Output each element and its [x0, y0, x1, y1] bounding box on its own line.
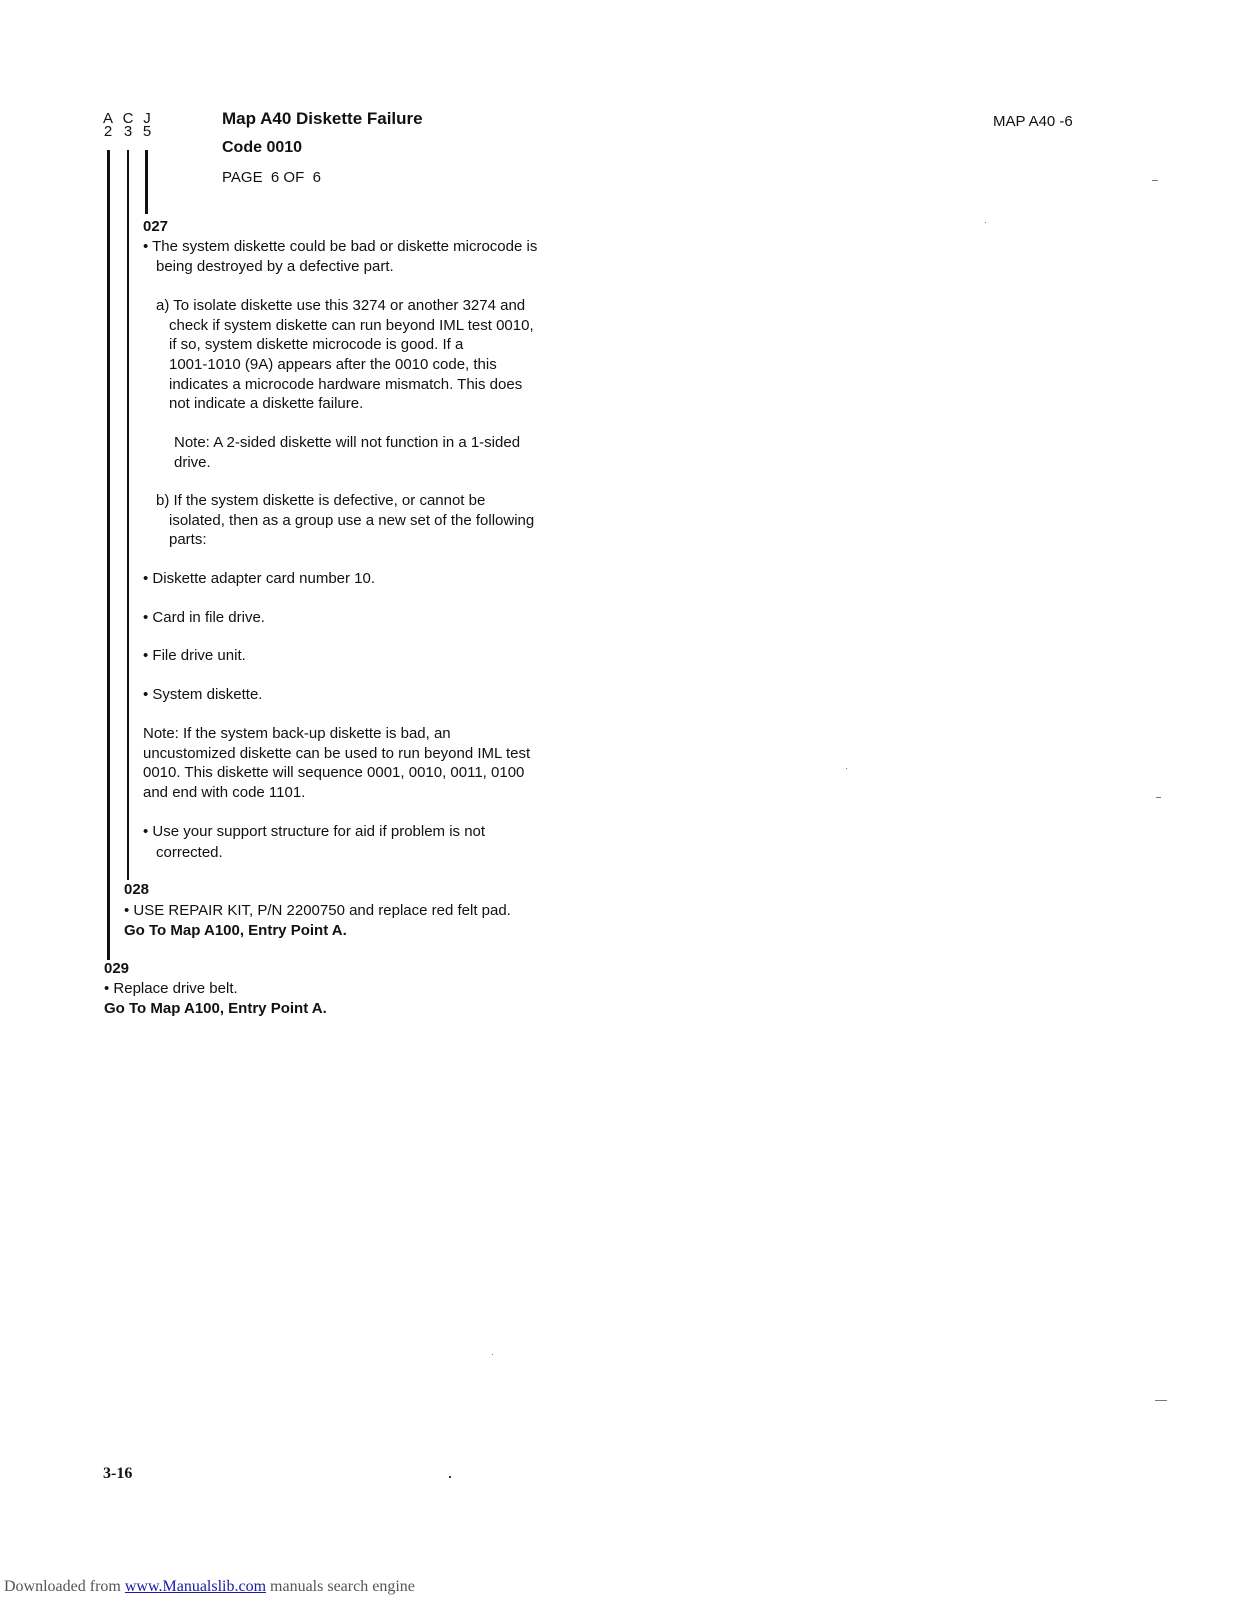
footer-prefix: Downloaded from: [4, 1578, 125, 1595]
scan-speck: [985, 222, 986, 223]
flow-line-c: [127, 150, 129, 880]
support-line-1: • Use your support structure for aid if problem is not: [143, 823, 486, 840]
step-029-number: 029: [104, 960, 130, 977]
note-backup-line-3: 0010. This diskette will sequence 0001, 0010, 0011, 0100: [143, 764, 525, 781]
failure-code: Code 0010: [222, 139, 303, 156]
part-list-item: • Diskette adapter card number 10.: [143, 570, 376, 587]
step-029-action: • Replace drive belt.: [104, 980, 238, 997]
step-027-item-b-line-1: b) If the system diskette is defective, or cannot be: [156, 492, 486, 509]
scan-speck: [1155, 1400, 1167, 1401]
footer-suffix: manuals search engine: [266, 1578, 415, 1595]
note-two-sided-line-2: drive.: [174, 454, 211, 471]
page-indicator: PAGE 6 OF 6: [222, 169, 321, 186]
step-028-goto: Go To Map A100, Entry Point A.: [124, 922, 347, 939]
step-027-bullet-line-1: • The system diskette could be bad or diskette microcode is: [143, 238, 538, 255]
scan-speck: [492, 1354, 493, 1355]
flow-line-a: [107, 150, 110, 960]
part-list-item: • System diskette.: [143, 686, 263, 703]
map-reference: MAP A40 -6: [993, 113, 1073, 130]
support-line-2: corrected.: [156, 844, 223, 861]
step-028-number: 028: [124, 881, 150, 898]
scan-speck: [846, 768, 847, 769]
part-list-item: • Card in file drive.: [143, 609, 265, 626]
step-027-item-b-line-3: parts:: [169, 531, 207, 548]
step-027-item-a-line-2: check if system diskette can run beyond IML test 0010,: [169, 317, 534, 334]
manualslib-link[interactable]: www.Manualslib.com: [124, 1578, 267, 1595]
download-footer: [4, 1578, 415, 1596]
column-j-label: J: [143, 110, 151, 127]
scan-speck: [1156, 797, 1161, 798]
step-029-goto: Go To Map A100, Entry Point A.: [104, 1000, 327, 1017]
step-027-item-a-line-5: indicates a microcode hardware mismatch. This does: [169, 376, 523, 393]
step-027-number: 027: [143, 218, 169, 235]
column-a-number: 2: [103, 123, 113, 140]
column-c-number: 3: [123, 123, 133, 140]
scan-speck: [449, 1476, 451, 1478]
page-number: 3-16: [103, 1465, 133, 1482]
step-027-bullet-line-2: being destroyed by a defective part.: [156, 258, 394, 275]
scan-speck: [1152, 180, 1158, 181]
step-027-item-a-line-1: a) To isolate diskette use this 3274 or another 3274 and: [156, 297, 526, 314]
step-028-action: • USE REPAIR KIT, P/N 2200750 and replace red felt pad.: [124, 902, 511, 919]
map-title: Map A40 Diskette Failure: [222, 109, 423, 128]
step-027-item-b-line-2: isolated, then as a group use a new set of the following: [169, 512, 535, 529]
part-list-item: • File drive unit.: [143, 647, 246, 664]
note-backup-line-4: and end with code 1101.: [143, 784, 306, 801]
note-backup-line-2: uncustomized diskette can be used to run beyond IML test: [143, 745, 531, 762]
column-c-label: C: [122, 110, 134, 127]
note-backup-line-1: Note: If the system back-up diskette is bad, an: [143, 725, 451, 742]
note-two-sided-line-1: Note: A 2-sided diskette will not function in a 1-sided: [174, 434, 521, 451]
step-027-item-a-line-6: not indicate a diskette failure.: [169, 395, 364, 412]
step-027-item-a-line-4: 1001-1010 (9A) appears after the 0010 code, this: [169, 356, 497, 373]
flow-line-j: [145, 150, 148, 214]
column-a-label: A: [102, 110, 113, 127]
column-j-number: 5: [142, 123, 152, 140]
step-027-item-a-line-3: if so, system diskette microcode is good. If a: [169, 336, 464, 353]
